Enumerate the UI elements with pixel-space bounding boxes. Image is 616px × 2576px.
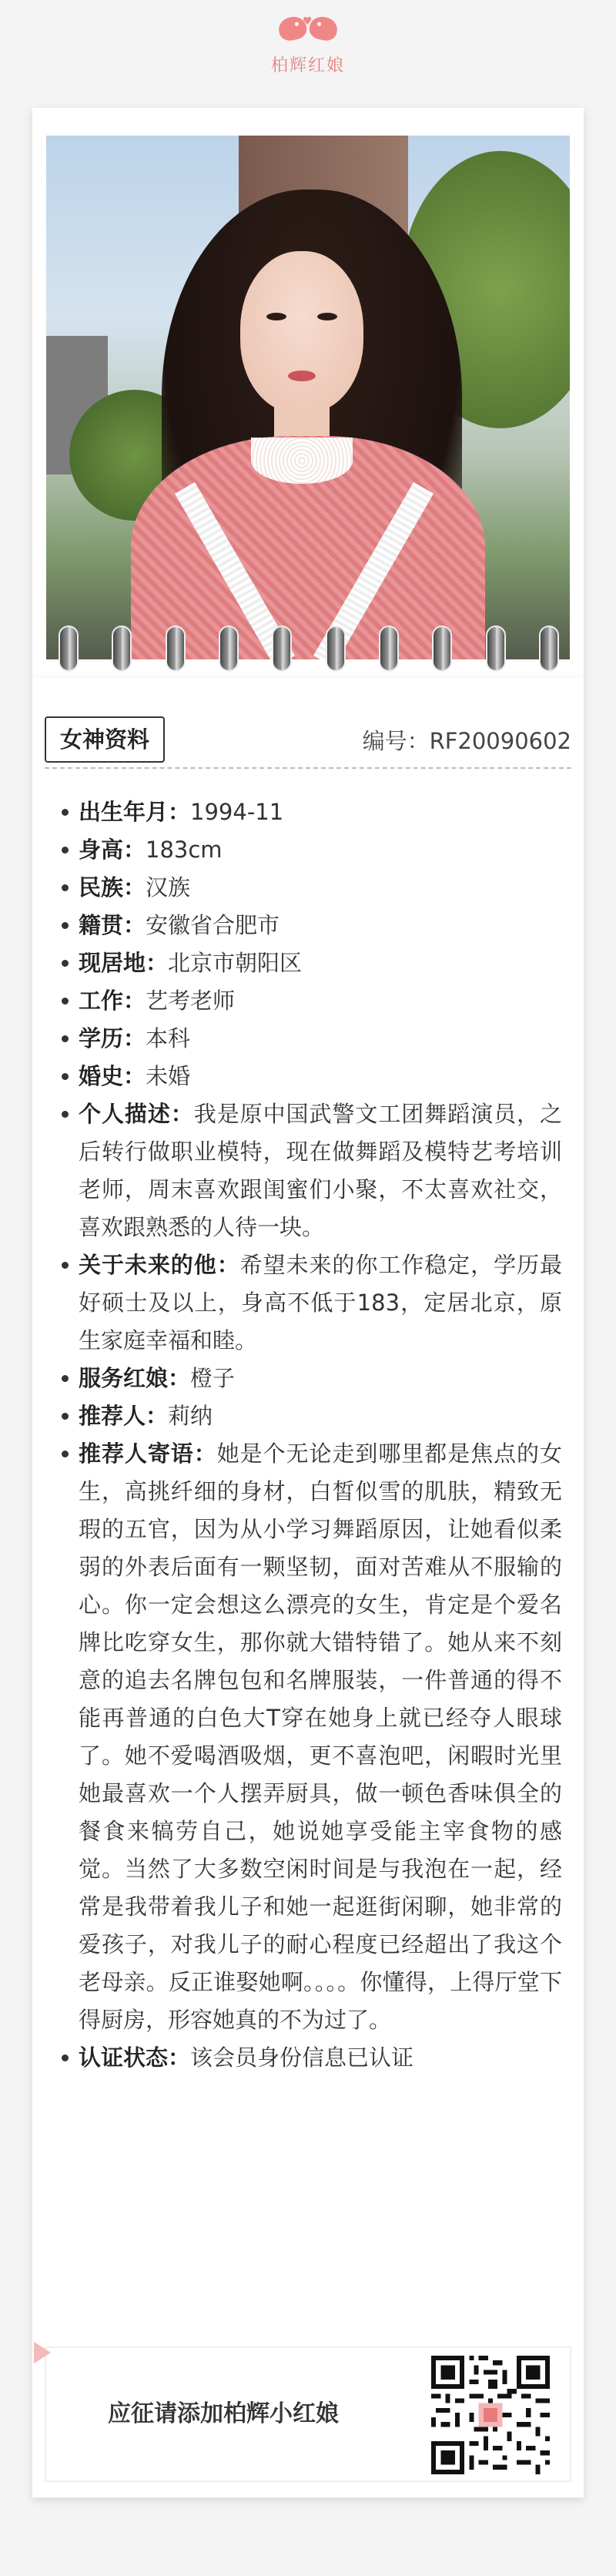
binder-ring xyxy=(219,626,239,672)
field-job: 工作：艺考老师 xyxy=(62,982,562,1020)
field-hometown: 籍贯：安徽省合肥市 xyxy=(62,907,562,944)
contact-cta: 应征请添加柏辉小红娘 xyxy=(108,2400,339,2427)
field-marital: 婚史：未婚 xyxy=(62,1058,562,1095)
field-height: 身高：183cm xyxy=(62,831,562,869)
qr-code-icon[interactable] xyxy=(431,2356,550,2474)
binder-ring xyxy=(59,626,79,672)
brand-logo xyxy=(0,14,616,75)
field-education: 学历：本科 xyxy=(62,1020,562,1058)
field-matchmaker: 服务红娘：橙子 xyxy=(62,1360,562,1397)
field-referrer: 推荐人：莉纳 xyxy=(62,1397,562,1435)
profile-number: 编号：RF20090602 xyxy=(362,728,571,754)
field-verification: 认证状态：该会员身份信息已认证 xyxy=(62,2039,562,2077)
binder-ring xyxy=(326,626,346,672)
binder-ring xyxy=(166,626,186,672)
section-header xyxy=(45,713,571,769)
brand-name: 柏辉红娘 xyxy=(270,56,345,75)
binder-ring xyxy=(432,626,452,672)
binder-ring xyxy=(272,626,292,672)
contact-footer xyxy=(45,2346,571,2482)
field-expectation: 关于未来的他：希望未来的你工作稳定，学历最好硕士及以上，身高不低于183，定居北京，原生家庭幸福和睦。 xyxy=(62,1246,562,1360)
spiral-binding xyxy=(59,626,559,679)
binder-ring xyxy=(539,626,559,672)
profile-info-card xyxy=(32,678,584,2497)
section-title-badge: 女神资料 xyxy=(45,716,165,763)
field-birth: 出生年月：1994-11 xyxy=(62,793,562,831)
field-description: 个人描述：我是原中国武警文工团舞蹈演员，之后转行做职业模特，现在做舞蹈及模特艺考培训老师，周末喜欢跟闺蜜们小聚，不太喜欢社交，喜欢跟熟悉的人待一块。 xyxy=(62,1095,562,1246)
love-birds-icon: ♥ xyxy=(262,14,354,48)
field-residence: 现居地：北京市朝阳区 xyxy=(62,944,562,982)
binder-ring xyxy=(379,626,399,672)
field-ethnicity: 民族：汉族 xyxy=(62,869,562,907)
binder-ring xyxy=(112,626,132,672)
photo-card xyxy=(32,108,584,678)
field-referrer-note: 推荐人寄语：她是个无论走到哪里都是焦点的女生，高挑纤细的身材，白皙似雪的肌肤，精致无瑕的五官，因为从小学习舞蹈原因，让她看似柔弱的外表后面有一颗坚韧，面对苦难从不服输的心。你一定会想这么漂亮的女生，肯定是个爱名牌比吃穿女生，那你就大错特错了。她从来不刻意的追去名牌包包和名牌服装，一件普通的得不能再普通的白色大T穿在她身上就已经夺人眼球了。她不爱喝酒吸烟，更不喜泡吧，闲暇时光里她最喜欢一个人摆弄厨具，做一顿色香味俱全的餐食来犒劳自己，她说她享受能主宰食物的感觉。当然了大多数空闲时间是与我泡在一起，经常是我带着我儿子和她一起逛街闲聊，她非常的爱孩子，对我儿子的耐心程度已经超出了我这个老母亲。反正谁娶她啊。。。。你懂得，上得厅堂下得厨房，形容她真的不为过了。 xyxy=(62,1435,562,2039)
binder-ring xyxy=(486,626,506,672)
profile-photo xyxy=(46,136,570,659)
profile-fields xyxy=(62,793,562,2077)
